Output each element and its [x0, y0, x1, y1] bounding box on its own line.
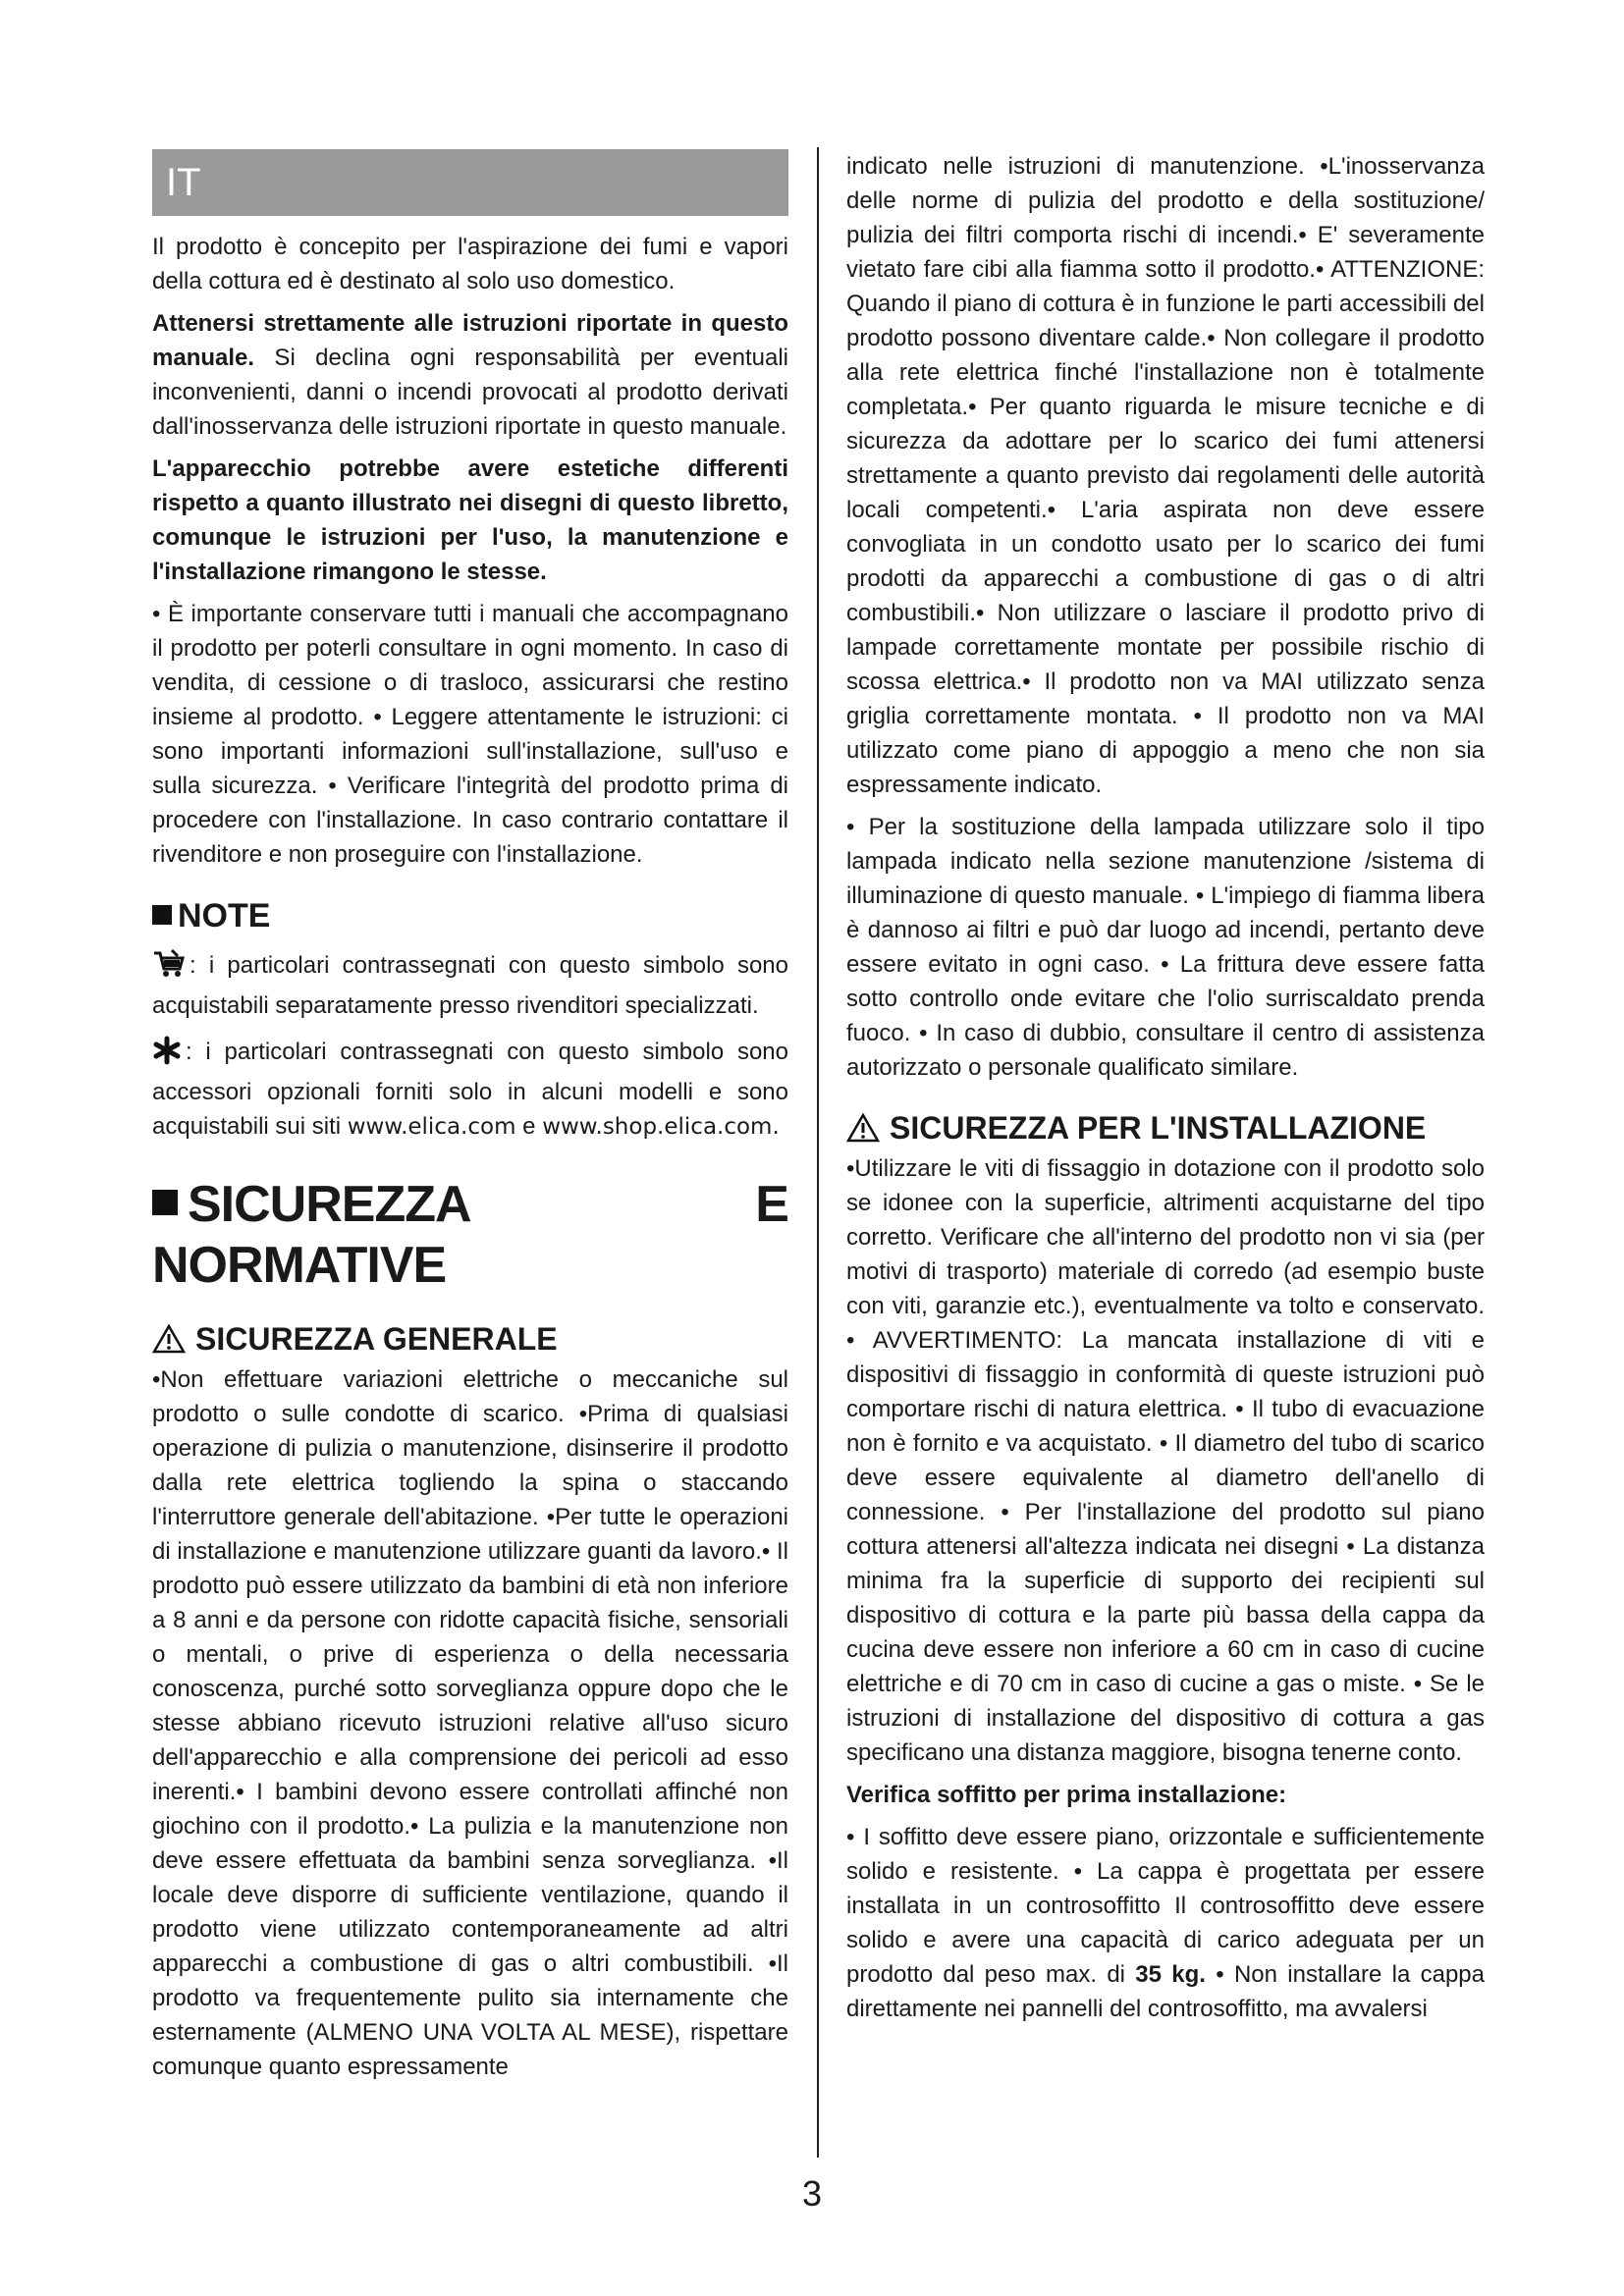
site-conjunction: e	[515, 1113, 543, 1140]
installation-text: •Utilizzare le viti di fissaggio in dotazione con il prodotto solo se idonee con la superficie, altrimenti acquistarne del tipo corretto. Verificare che all'interno del prodotto non vi sia (per motivi di trasporto) materiale di corredo (ad esempio buste con viti, garanzie etc.), eventualmente va tolto e conservato. • AVVERTIMENTO: La mancata installazione di viti e dispositivi di fissaggio in conformità di queste istruzioni può comportare rischi di natura elettrica. • Il tubo di evacuazione non è fornito e va acquistato. • Il diametro del tubo di scarico deve essere equivalente al diametro dell'anello di connessione. • Per l'installazione del prodotto sul piano cottura attenersi all'altezza indicata nei disegni • La distanza minima fra la superficie di supporto dei recipienti sul dispositivo di cottura e la parte più bassa della cappa da cucina deve essere non inferiore a 60 cm in caso di cucine elettriche e di 70 cm in caso di cucine a gas o miste. • Se le istruzioni di installazione del dispositivo di cottura a gas specificano una distanza maggiore, bisogna tenerne conto.	[846, 1155, 1485, 1766]
language-code: IT	[166, 161, 201, 204]
instructions-text: Si declina ogni responsabilità per eventuali inconvenienti, danni o incendi provocati al prodotto derivati dall'inosservanza delle istruzioni riportate in questo manuale.	[152, 345, 788, 440]
note-star-text: : i particolari contrassegnati con questo simbolo sono accessori opzionali forniti solo in alcuni modelli e sono acquistabili sui siti	[152, 1039, 788, 1140]
right-column	[846, 149, 1485, 2026]
subsection-title: SICUREZZA GENERALE	[195, 1321, 558, 1357]
site-link-shop[interactable]: www.shop.elica.com.	[542, 1114, 780, 1140]
shopping-cart-icon	[152, 949, 186, 988]
manuals-paragraph: • È importante conservare tutti i manuali che accompagnano il prodotto per poterli consultare in ogni momento. In caso di vendita, di cessione o di trasloco, assicurarsi che restino insieme al prodotto. • Leggere attentamente le istruzioni: ci sono importanti informazioni sull'installazione, sull'uso e sulla sicurezza. • Verificare l'integrità del prodotto prima di procedere con l'installazione. In caso contrario contattare il rivenditore e non proseguire con l'installazione.	[152, 601, 788, 868]
square-bullet-icon	[152, 905, 172, 925]
installation-title: SICUREZZA PER L'INSTALLAZIONE	[890, 1110, 1427, 1146]
subsection-heading-installation	[846, 1108, 1485, 1151]
ceiling-check-text	[846, 1820, 1485, 2026]
warning-icon	[152, 1323, 186, 1362]
note-title: NOTE	[178, 897, 271, 934]
note-star-paragraph	[152, 1035, 788, 1145]
instructions-bold: Attenersi strettamente alle istruzioni riportate in questo manuale.	[152, 310, 788, 371]
intro-paragraph: Il prodotto è concepito per l'aspirazione dei fumi e vapori della cottura ed è destinato al solo uso domestico.	[152, 234, 788, 294]
instructions-paragraph	[152, 306, 788, 444]
general-safety-text: •Non effettuare variazioni elettriche o meccaniche sul prodotto o sulle condotte di scarico. •Prima di qualsiasi operazione di pulizia o manutenzione, disinserire il prodotto dalla rete elettrica togliendo la spina o staccando l'interruttore generale dell'abitazione. •Per tutte le operazioni di installazione e manutenzione utilizzare guanti da lavoro.• Il prodotto può essere utilizzato da bambini di età non inferiore a 8 anni e da persone con ridotte capacità fisiche, sensoriali o mentali, o prive di esperienza o della necessaria conoscenza, purché sotto sorveglianza oppure dopo che le stesse abbiano ricevuto istruzioni relative all'uso sicuro dell'apparecchio e alla comprensione dei pericoli ad esso inerenti.• I bambini devono essere controllati affinché non giochino con il prodotto.• La pulizia e la manutenzione non deve essere effettuata da bambini senza sorveglianza. •Il locale deve disporre di sufficiente ventilazione, quando il prodotto viene utilizzato contemporaneamente ad altri apparecchi a combustione di gas o altri combustibili. •Il prodotto va frequentemente pulito sia internamente che esternamente (ALMENO UNA VOLTA AL MESE), rispettare comunque quanto espressamente	[152, 1366, 788, 2080]
continued-safety-text: indicato nelle istruzioni di manutenzione. •L'inosservanza delle norme di pulizia del prodotto e della sostituzione/ pulizia dei filtri comporta rischi di incendi.• E' severamente vietato fare cibi alla fiamma sotto il prodotto.• ATTENZIONE: Quando il piano di cottura è in funzione le parti accessibili del prodotto possono diventare calde.• Non collegare il prodotto alla rete elettrica finché l'installazione non è totalmente completata.• Per quanto riguarda le misure tecniche e di sicurezza da adottare per lo scarico dei fumi attenersi strettamente a quanto previsto dai regolamenti delle autorità locali competenti.• L'aria aspirata non deve essere convogliata in un condotto usato per lo scarico dei fumi prodotti da apparecchi a combustione di gas o di altri combustibili.• Non utilizzare o lasciare il prodotto privo di lampade correttamente montate per possibile rischio di scossa elettrica.• Il prodotto non va MAI utilizzato senza griglia correttamente montata. • Il prodotto non va MAI utilizzato come piano di appoggio a meno che non sia espressamente indicato.	[846, 153, 1485, 798]
note-heading	[152, 895, 788, 936]
note-cart-paragraph	[152, 948, 788, 1023]
section-title: SICUREZZA E NORMATIVE	[152, 1176, 788, 1294]
lamp-paragraph: • Per la sostituzione della lampada utilizzare solo il tipo lampada indicato nella sezione manutenzione /sistema di illuminazione di questo manuale. • L'impiego di fiamma libera è dannoso ai filtri e può dar luogo ad incendi, pertanto deve essere evitato in ogni caso. • La frittura deve essere fatta sotto controllo onde evitare che l'olio surriscaldato prenda fuoco. • In caso di dubbio, consultare il centro di assistenza autorizzato o personale qualificato similare.	[846, 814, 1485, 1081]
ceiling-text-a: • I soffitto deve essere piano, orizzontale e sufficientemente solido e resistente. • La cappa è progettata per essere installata in un controsoffitto Il controsoffitto deve essere solido e avere una capacità di carico adeguata per un prodotto dal peso max. di	[846, 1824, 1485, 1988]
page-number: 3	[801, 2173, 823, 2214]
language-header	[152, 149, 788, 216]
note-cart-text: : i particolari contrassegnati con questo simbolo sono acquistabili separatamente presso rivenditori specializzati.	[152, 952, 788, 1019]
ceiling-check-heading: Verifica soffitto per prima installazione:	[846, 1782, 1287, 1808]
square-bullet-icon	[152, 1190, 178, 1215]
max-weight: 35 kg.	[1135, 1961, 1206, 1988]
left-column	[152, 149, 788, 2084]
site-link-elica[interactable]: www.elica.com	[347, 1114, 516, 1140]
warning-icon	[846, 1112, 880, 1151]
section-heading-safety	[152, 1174, 788, 1296]
column-divider	[817, 147, 819, 2158]
subsection-heading-general	[152, 1319, 788, 1362]
asterisk-icon	[152, 1036, 182, 1075]
ceiling-text-b: • Non installare la cappa direttamente nei pannelli del controsoffitto, ma avvalersi	[846, 1961, 1485, 2022]
appearance-notice: L'apparecchio potrebbe avere estetiche differenti rispetto a quanto illustrato nei disegni di questo libretto, comunque le istruzioni per l'uso, la manutenzione e l'installazione rimangono le stesse.	[152, 455, 788, 585]
